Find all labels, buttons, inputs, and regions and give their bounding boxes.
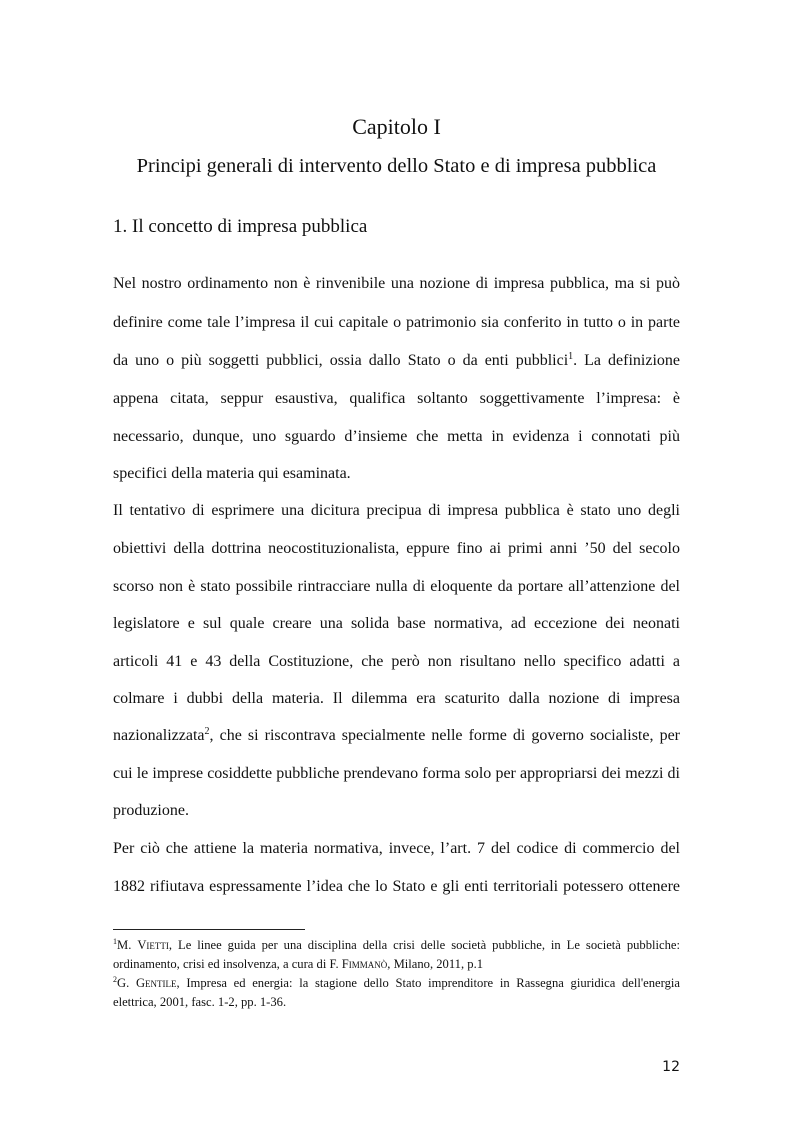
body-line: necessario, dunque, uno sguardo d’insieme che metta in evidenza i connotati più: [113, 428, 680, 445]
footnote-author: Vietti: [137, 938, 169, 952]
body-text: nazionalizzata: [113, 727, 205, 744]
body-line: [113, 725, 680, 747]
footnote-ref-1[interactable]: 1: [568, 351, 574, 362]
body-line: legislatore e sul quale creare una solida base normativa, ad eccezione dei neonati: [113, 615, 680, 632]
body-line: obiettivi della dottrina neocostituzionalista, eppure fino ai primi anni ’50 del secolo: [113, 540, 680, 557]
body-line: specifici della materia qui esaminata.: [113, 465, 351, 482]
body-line: produzione.: [113, 802, 189, 819]
body-line: appena citata, seppur esaustiva, qualifica soltanto soggettivamente l’impresa: è: [113, 390, 680, 407]
footnote-2-line-1: $^2$G. Gentile, Impresa ed energia: la stagione dello Stato imprenditore in Rassegna giuridica dell'energia: [113, 975, 680, 990]
footnote-separator: [113, 929, 305, 930]
body-line: articoli 41 e 43 della Costituzione, che però non risultano nello specifico adatti a: [113, 653, 680, 670]
footnote-author: Gentile: [135, 976, 177, 990]
body-line: scorso non è stato possibile rintracciare nulla di eloquente da portare all’attenzione del: [113, 578, 680, 595]
footnote-number: 2: [113, 975, 117, 984]
body-text: da uno o più soggetti pubblici, ossia dallo Stato o da enti pubblici: [113, 352, 569, 369]
body-line: Nel nostro ordinamento non è rinvenibile una nozione di impresa pubblica, ma si può: [113, 275, 680, 292]
body-line: [113, 350, 680, 372]
body-line: Il tentativo di esprimere una dicitura precipua di impresa pubblica è stato uno degli: [113, 502, 680, 519]
footnote-ref-2[interactable]: 2: [204, 726, 210, 737]
body-text: , che si riscontrava specialmente nelle forme di governo socialiste, per: [209, 727, 680, 744]
footnote-1-line-1: $^1$M. Vietti, Le linee guida per una disciplina della crisi delle società pubbliche, in Le società pubbliche:: [113, 937, 681, 952]
section-heading: 1. Il concetto di impresa pubblica: [113, 216, 368, 237]
footnote-number: 1: [113, 937, 117, 946]
page-number: 12: [662, 1059, 680, 1075]
body-text: . La definizione: [573, 352, 681, 369]
body-line: 1882 rifiutava espressamente l’idea che lo Stato e gli enti territoriali potessero ottenere: [113, 878, 680, 895]
footnote-editor: Fimmanò: [341, 957, 388, 971]
chapter-title: Capitolo I: [352, 114, 441, 139]
body-line: definire come tale l’impresa il cui capitale o patrimonio sia conferito in tutto o in parte: [113, 314, 680, 331]
chapter-subtitle: Principi generali di intervento dello Stato e di impresa pubblica: [136, 155, 657, 177]
body-line: Per ciò che attiene la materia normativa, invece, l’art. 7 del codice di commercio del: [113, 840, 680, 857]
footnote-2-line-2: elettrica, 2001, fasc. 1-2, pp. 1-36.: [113, 995, 287, 1009]
footnote-1-line-2: ordinamento, crisi ed insolvenza, a cura di F. Fimmanò, Milano, 2011, p.1: [113, 957, 484, 971]
body-line: cui le imprese cosiddette pubbliche prendevano forma solo per appropriarsi dei mezzi di: [113, 765, 680, 782]
body-line: colmare i dubbi della materia. Il dilemma era scaturito dalla nozione di impresa: [113, 690, 680, 707]
